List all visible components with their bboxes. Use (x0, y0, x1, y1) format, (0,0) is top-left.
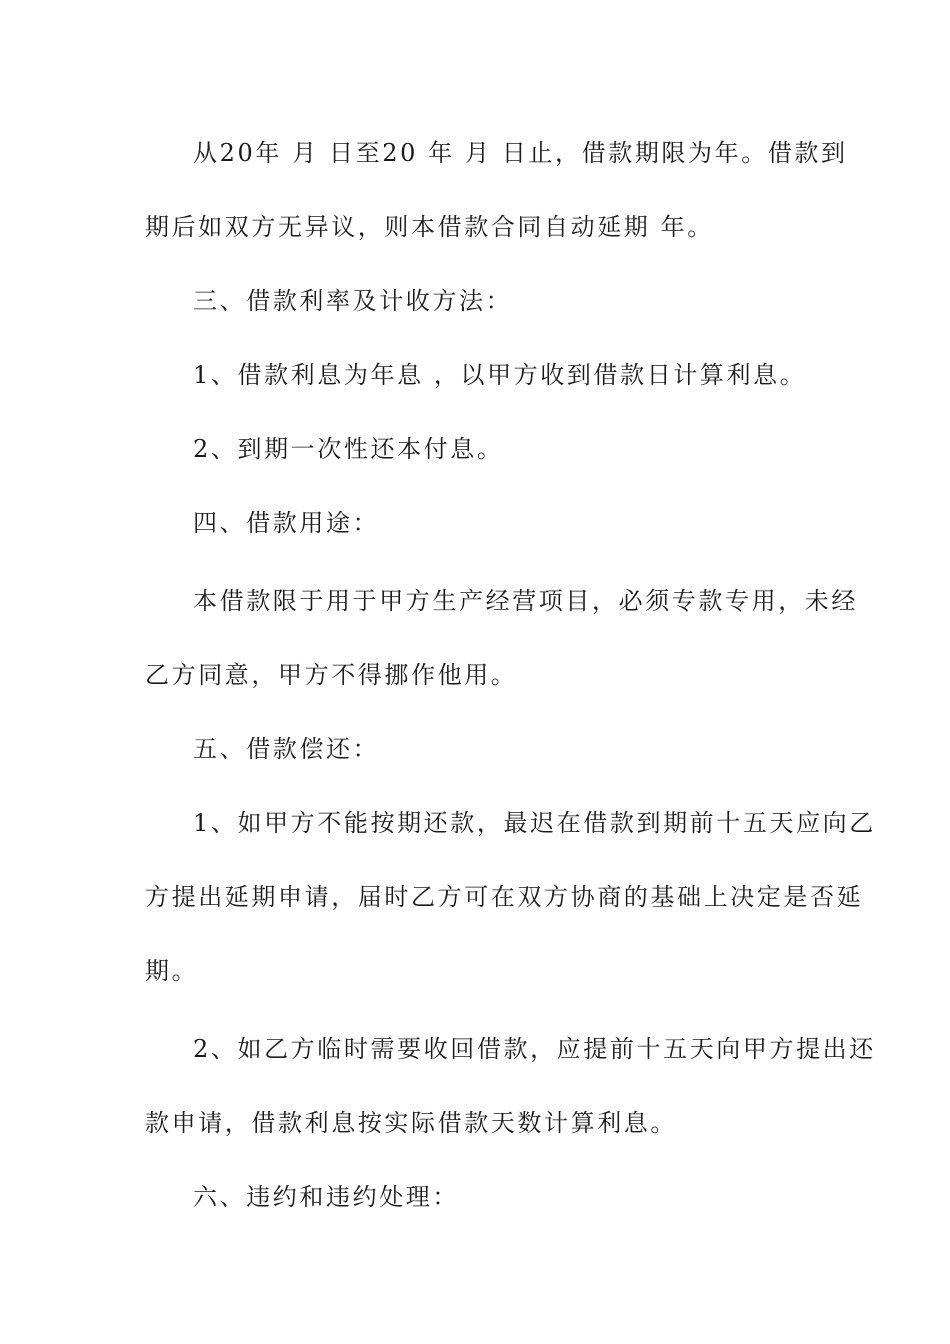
section-heading: 六、违约和违约处理： (193, 1183, 459, 1211)
paragraph-line: 从20年 月 日至20 年 月 日止，借款期限为年。借款到 (193, 139, 848, 167)
paragraph-line: 2、到期一次性还本付息。 (193, 435, 504, 463)
paragraph-line: 本借款限于用于甲方生产经营项目，必须专款专用，未经 (193, 587, 858, 615)
paragraph-line: 乙方同意，甲方不得挪作他用。 (145, 661, 518, 689)
paragraph-line: 1、借款利息为年息 ，以甲方收到借款日计算利息。 (193, 361, 807, 389)
paragraph-line: 期后如双方无异议，则本借款合同自动延期 年。 (145, 213, 714, 241)
paragraph-line: 方提出延期申请，届时乙方可在双方协商的基础上决定是否延 (145, 883, 864, 911)
section-heading: 三、借款利率及计收方法： (193, 287, 513, 315)
paragraph-line: 1、如甲方不能按期还款，最迟在借款到期前十五天应向乙 (193, 809, 876, 837)
paragraph-line: 2、如乙方临时需要收回借款，应提前十五天向甲方提出还 (193, 1035, 876, 1063)
paragraph-line: 款申请，借款利息按实际借款天数计算利息。 (145, 1109, 677, 1137)
paragraph-line: 期。 (145, 957, 199, 985)
section-heading: 四、借款用途： (193, 509, 380, 537)
section-heading: 五、借款偿还： (193, 735, 380, 763)
